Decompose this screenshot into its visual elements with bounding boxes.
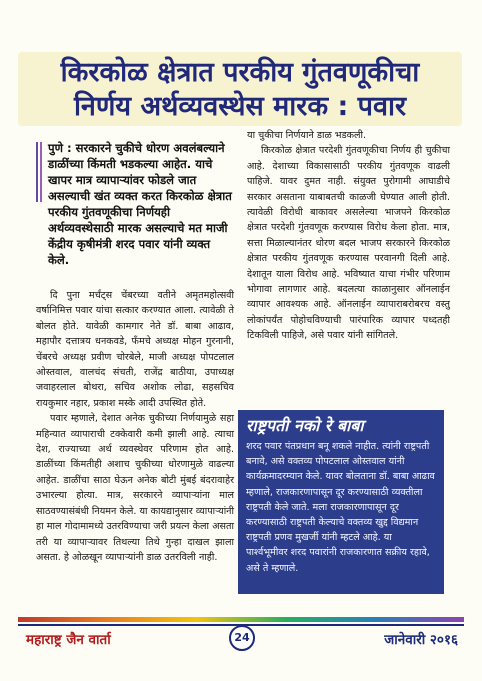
lead-accent-bar <box>36 142 38 202</box>
left-body <box>36 288 234 565</box>
issue-date: जानेवारी २०१६ <box>384 632 458 648</box>
footer-color-rule <box>18 617 464 622</box>
headline <box>18 56 462 124</box>
body-paragraph: पवार म्हणाले, देशात अनेक चुकीच्या निर्णयामुळे सहा महिन्यात व्यापाराची टक्केवारी कमी झाली आहे. त्याचा देश, राज्याच्या अर्थ व्यवस्थेवर परिणाम होत आहे. डाळींच्या किंमतीही अशाच चुकीच्या धोरणामुळे वाढल्या आहेत. डाळींचा साठा घेऊन अनेक बोटी मुंबई बंदरावाहेर उभारल्या होत्या. मात्र, सरकारने व्यापाऱ्यांना माल साठवण्यासंबंधी नियमन केले. या कायद्यानुसार व्यापाऱ्यांनी हा माल गोदामामध्ये उतरविण्याचा जरी प्रयत्न केला असता तरी या व्यापाऱ्यावर तिथल्या तिथे गुन्हा दाखल झाला असता. हे ओळखून व्यापाऱ्यांनी डाळ उतरविली नाही. <box>36 413 234 563</box>
sidebar-quote-box <box>238 410 444 594</box>
lead-paragraph <box>36 140 234 286</box>
publication-name: महाराष्ट्र जैन वार्ता <box>26 632 111 648</box>
headline-line-1: किरकोळ क्षेत्रात परकीय गुंतवणूकीचा <box>60 57 420 88</box>
body-paragraph: किरकोळ क्षेत्रात परदेशी गुंतवणूकीचा निर्णय ही चुकीचा आहे. देशाच्या विकासासाठी परकीय गुंतवणूक वाढली पाहिजे. यावर दुमत नाही. संयुक्त पुरोगामी आघाडीचे सरकार असताना याबाबतची काळजी घेण्यात आली होती. त्यावेळी विरोधी बाकावर असलेल्या भाजपने किरकोळ क्षेत्रात परदेशी गुंतवणूक करण्यास विरोध केला होता. मात्र, सत्ता मिळाल्यानंतर धोरण बदल भाजप सरकारने किरकोळ क्षेत्रात परकीय गुंतवणूक करण्यास परवानगी दिली आहे. देशातून याला विरोध आहे. भविष्यात याचा गंभीर परिणाम भोगावा लागणार आहे. बदलत्या काळानुसार ऑनलाईन व्यापार आवश्यक आहे. ऑनलाईन व्यापाराबरोबरच वस्तु लोकांपर्यंत पोहोचविण्याची पारंपारिक व्यापार पध्दतही टिकविली पाहिजे, असे पवार यांनी सांगितले. <box>247 145 450 342</box>
quote-title: राष्ट्रपती नको रे बाबा <box>246 416 364 435</box>
page-number: 24 <box>229 625 255 651</box>
lead-accent-bar-2 <box>40 142 42 202</box>
headline-line-2: निर्णय अर्थव्यवस्थेस मारक : पवार <box>73 91 407 122</box>
body-paragraph: या चुकीचा निर्णयाने डाळ भडकली. <box>247 130 367 141</box>
quote-text: शरद पवार पंतप्रधान बनू शकले नाहीत. त्यांनी राष्ट्रपती बनावे, असे वक्तव्य पोपटलाल ओस्तवाल यांनी कार्यक्रमादरम्यान केले. यावर बोलताना डॉ. बाबा आढाव म्हणाले, राजकारणापासून दूर करण्यासाठी व्यक्तीला राष्ट्रपती केले जाते. मला राजकारणापासून दूर करण्यासाठी राष्ट्रपती केल्याचे वक्तव्य खुद्द विद्यमान राष्ट्रपती प्रणव मुखर्जी यांनी म्हटले आहे. या पार्श्वभूमीवर शरद पवारांनी राजकारणात सक्रीय रहावे, असे ते म्हणाले. <box>246 441 435 574</box>
left-column <box>36 136 234 565</box>
right-column <box>247 128 450 344</box>
lead-text: पुणे : सरकारने चुकीचे धोरण अवलंबल्याने डाळींच्या किंमती भडकल्या आहेत. याचे खापर मात्र व्यापाऱ्यांवर फोडले जात असल्याची खंत व्यक्त करत किरकोळ क्षेत्रात परकीय गुंतवणूकीचा निर्णयही अर्थव्यवस्थेसाठी मारक असल्याचे मत माजी केंद्रीय कृषीमंत्री शरद पवार यांनी व्यक्त केले. <box>48 141 232 267</box>
body-paragraph: दि पुना मर्चंट्स चेंबरच्या वतीने अमृतमहोत्सवी वर्षानिमित्त पवार यांचा सत्कार करण्यात आला. त्यावेळी ते बोलत होते. यावेळी कामगार नेते डॉ. बाबा आढाव, महापौर दत्तात्रय धनकवडे, फँमचे अध्यक्ष मोहन गुरनानी, चेंबरचे अध्यक्ष प्रवीण चोरबेले, माजी अध्यक्ष पोपटलाल ओस्तवाल, वालचंद संचती, राजेंद्र बाठीया, उपाध्यक्ष जवाहरलाल बोथरा, सचिव अशोक लोढा, सहसचिव रायकुमार नहार, प्रकाश मस्के आदी उपस्थित होते. <box>36 290 234 409</box>
